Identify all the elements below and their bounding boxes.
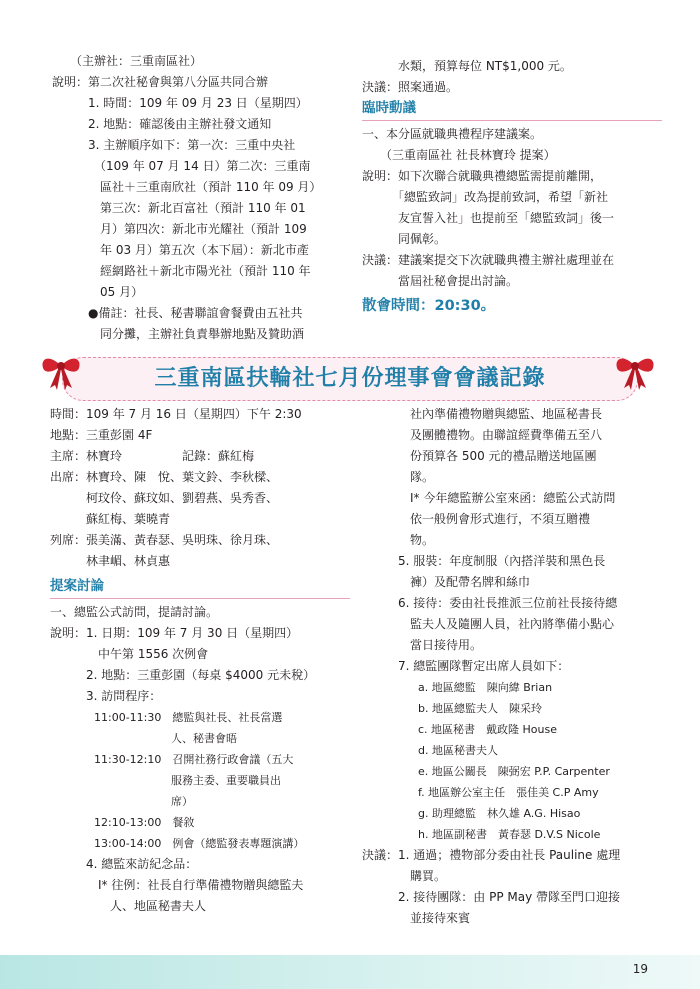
text-line: （三重南區社 社長林寶玲 提案） [362,148,556,162]
text-line: 說明：1. 日期：109 年 7 月 30 日（星期四） [50,626,299,640]
text-line: 3. 主辦順序如下：第一次：三重中央社 [52,138,296,152]
text-line: 主席：林寶玲 記錄：蘇紅梅 [50,449,255,463]
bottom-left-column [50,404,350,917]
text-line: 份預算各 500 元的禮品贈送地區團 [362,449,597,463]
text-line: 出席：林寶玲、陳 悅、葉文鈴、李秋樑、 [50,470,279,484]
text-line: 「總監致詞」改為提前致詞，希望「新社 [362,190,609,204]
section-heading-proposals: 提案討論 [50,576,350,599]
text-line: ●備註：社長、秘書聯誼會餐費由五社共 [52,306,303,320]
text-line: 6. 接待：委由社長推派三位前社長接待總 [362,596,618,610]
text-line: 柯玟伶、蘇玟如、劉碧燕、吳秀香、 [50,491,279,505]
list-item: g. 助理總監 林久雄 A.G. Hisao [418,807,581,820]
text-line: 決議：1. 通過；禮物部分委由社長 Pauline 處理 [362,848,621,862]
text-line: 服務主委、重要職員出 [50,774,281,787]
section-heading-extempore: 臨時動議 [362,98,662,121]
text-line: 12:10-13:00 餐敘 [50,816,195,829]
text-line: 監夫人及隨團人員，社內將準備小點心 [362,617,615,631]
page-number: 19 [632,962,648,976]
text-line: 說明：如下次聯合就職典禮總監需提前離開， [362,169,603,183]
list-item: d. 地區秘書夫人 [418,744,498,757]
text-line: 一、總監公式訪問，提請討論。 [50,605,219,619]
text-line: 05 月） [52,285,144,299]
text-line: 人、秘書會晤 [50,732,237,745]
text-line: 並接待來賓 [362,911,471,925]
text-line: 經網路社＋新北市陽光社（預計 110 年 [52,264,311,278]
text-line: 水類，預算每位 NT$1,000 元。 [362,59,572,73]
adjourn-time: 散會時間：20:30。 [362,298,496,314]
bottom-right-column [362,404,662,929]
text-line: 依一般例會形式進行，不須互贈禮 [362,512,591,526]
text-line: 同佩彰。 [362,232,447,246]
top-left-column [52,51,352,345]
list-item: h. 地區副秘書 黃春瑟 D.V.S Nicole [418,828,601,841]
text-line: 11:30-12:10 召開社務行政會議（五大 [50,753,294,766]
text-line: 時間：109 年 7 月 16 日（星期四）下午 2:30 [50,407,302,421]
text-line: （主辦社：三重南區社） [52,54,203,68]
text-line: 購買。 [362,869,447,883]
ribbon-bow-icon [612,352,658,392]
text-line: 第三次：新北百富社（預計 110 年 01 [52,201,306,215]
text-line: 5. 服裝：年度制服（內搭洋裝和黑色長 [362,554,606,568]
text-line: 褲）及配帶名牌和絲巾 [362,575,531,589]
text-line: 當屆社秘會提出討論。 [362,274,519,288]
list-item: b. 地區總監夫人 陳采玲 [418,702,542,715]
text-line: 7. 總監團隊暫定出席人員如下： [362,659,570,673]
text-line: 友宣誓入社」也提前至「總監致詞」後一 [362,211,615,225]
text-line: 決議：建議案提交下次就職典禮主辦社處理並在 [362,253,615,267]
text-line: 同分攤，主辦社負責舉辦地點及贊助酒 [52,327,305,341]
text-line: I* 今年總監辦公室來函：總監公式訪問 [362,491,616,505]
text-line: 社內準備禮物贈與總監、地區秘書長 [362,407,603,421]
text-line: 年 03 月）第五次（本下屆）：新北市產 [52,243,309,257]
footer-bar [0,955,700,989]
list-item: a. 地區總監 陳向緯 Brian [418,681,553,694]
text-line: 林聿嵋、林貞惠 [50,554,171,568]
text-line: 2. 地點：確認後由主辦社發文通知 [52,117,272,131]
text-line: 說明：第二次社秘會與第八分區共同合辦 [52,75,269,89]
text-line: 區社＋三重南欣社（預計 110 年 09 月） [52,180,322,194]
text-line: 月）第四次：新北市光耀社（預計 109 [52,222,307,236]
text-line: 中午第 1556 次例會 [50,647,209,661]
text-line: （109 年 07 月 14 日）第二次：三重南 [52,159,311,173]
text-line: 2. 接待團隊：由 PP May 帶隊至門口迎接 [362,890,620,904]
title-banner [62,357,638,401]
ribbon-bow-icon [38,352,84,392]
text-line: 隊。 [362,470,435,484]
text-line: 列席：張美滿、黃春瑟、吳明珠、徐月珠、 [50,533,279,547]
text-line: 蘇紅梅、葉曉青 [50,512,171,526]
text-line: 決議：照案通過。 [362,80,459,94]
text-line: 物。 [362,533,435,547]
text-line: 11:00-11:30 總監與社長、社長當選 [50,711,283,724]
text-line: I* 往例：社長自行準備禮物贈與總監夫 [50,878,304,892]
text-line: 2. 地點：三重彭園（每桌 $4000 元未稅） [50,668,316,682]
text-line: 13:00-14:00 例會（總監發表專題演講） [50,837,305,850]
top-right-column [362,56,662,317]
list-item: f. 地區辦公室主任 張佳美 C.P Amy [418,786,599,799]
text-line: 3. 訪問程序： [50,689,162,703]
list-item: c. 地區秘書 戴政隆 House [418,723,558,736]
text-line: 一、本分區就職典禮程序建議案。 [362,127,543,141]
text-line: 1. 時間：109 年 09 月 23 日（星期四） [52,96,308,110]
text-line: 席） [50,795,193,808]
page-title: 三重南區扶輪社七月份理事會會議記錄 [154,366,546,391]
team-list [362,677,662,845]
text-line: 及團體禮物。由聯誼經費準備五至八 [362,428,603,442]
list-item: e. 地區公關長 陳弼宏 P.P. Carpenter [418,765,610,778]
text-line: 4. 總監來訪紀念品： [50,857,198,871]
text-line: 人、地區秘書夫人 [50,899,207,913]
text-line: 地點：三重彭園 4F [50,428,153,442]
text-line: 當日接待用。 [362,638,483,652]
